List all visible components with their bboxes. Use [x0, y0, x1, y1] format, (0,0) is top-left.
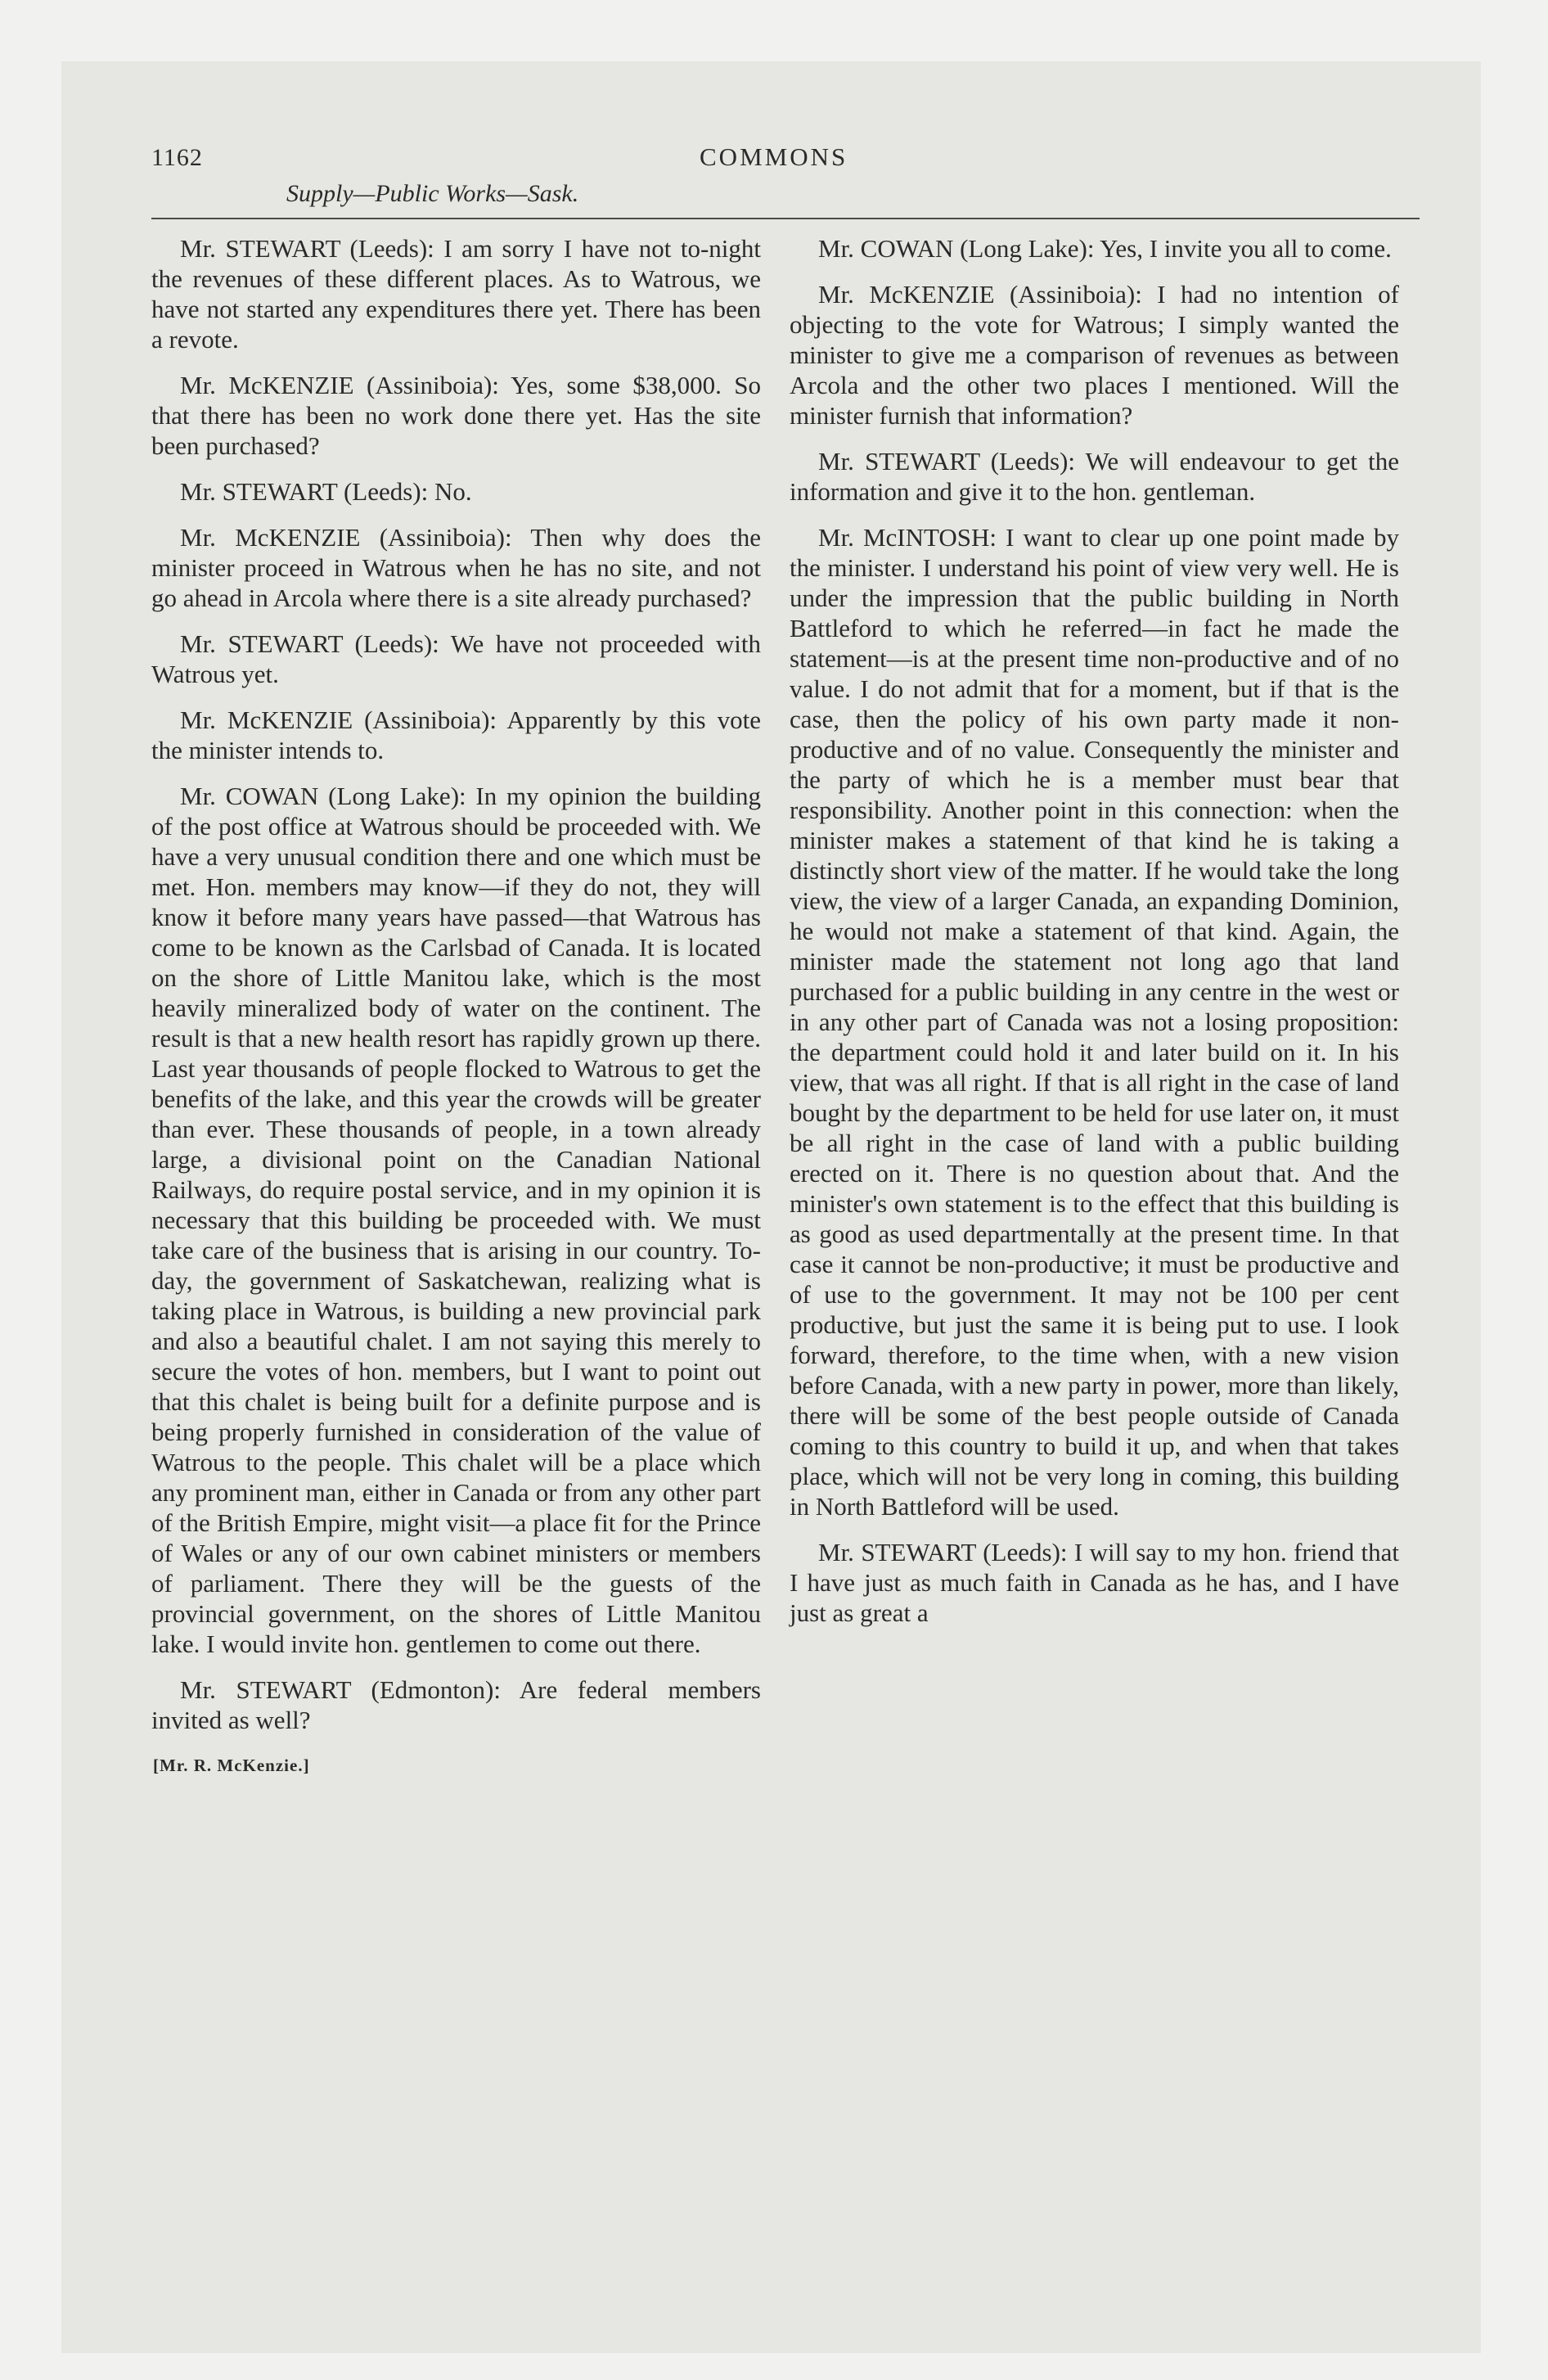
paragraph: Mr. STEWART (Leeds): I will say to my hon. friend that I have just as much faith in Canada as he has, and I have just as great a	[790, 1538, 1399, 1627]
page-number: 1162	[151, 144, 203, 171]
paragraph: Mr. STEWART (Leeds): We will endeavour to get the information and give it to the hon. gentleman.	[790, 447, 1399, 506]
header-rule	[151, 218, 1420, 219]
paragraph: Mr. McKENZIE (Assiniboia): Apparently by this vote the minister intends to.	[151, 705, 761, 764]
left-column	[151, 233, 761, 1781]
paragraph: Mr. STEWART (Leeds): We have not proceeded with Watrous yet.	[151, 629, 761, 688]
paragraph: Mr. COWAN (Long Lake): Yes, I invite you all to come.	[818, 234, 1392, 263]
running-title: COMMONS	[700, 142, 848, 171]
speaker-footer-ref: [Mr. R. McKenzie.]	[153, 1756, 310, 1775]
paragraph: Mr. McKENZIE (Assiniboia): Yes, some $38,000. So that there has been no work done there yet. Has the site been purchased?	[151, 371, 761, 460]
paragraph: Mr. STEWART (Leeds): I am sorry I have not to-night the revenues of these different places. As to Watrous, we have not started any expenditures there yet. There has been a revote.	[151, 234, 761, 354]
paragraph: Mr. COWAN (Long Lake): In my opinion the building of the post office at Watrous should be proceeded with. We have a very unusual condition there and one which must be met. Hon. members may know—if they do not, they will know it before many years have passed—that Watrous has come to be known as the Carlsbad of Canada. It is located on the shore of Little Manitou lake, which is the most heavily mineralized body of water on the continent. The result is that a new health resort has rapidly grown up there. Last year thousands of people flocked to Watrous to get the benefits of the lake, and this year the crowds will be greater than ever. These thousands of people, in a town already large, a divisional point on the Canadian National Railways, do require postal service, and in my opinion it is necessary that this building be proceeded with. We must take care of the business that is arising in our country. To-day, the government of Saskatchewan, realizing what is taking place in Watrous, is building a new provincial park and also a beautiful chalet. I am not saying this merely to secure the votes of hon. members, but I want to point out that this chalet is being built for a definite purpose and is being properly furnished in consideration of the value of Watrous to the people. This chalet will be a place which any prominent man, either in Canada or from any other part of the British Empire, might visit—a place fit for the Prince of Wales or any of our own cabinet ministers or members of parliament. There they will be the guests of the provincial government, on the shores of Little Manitou lake. I would invite hon. gentlemen to come out there.	[151, 782, 761, 1658]
section-title: Supply—Public Works—Sask.	[286, 180, 579, 207]
paragraph: Mr. McKENZIE (Assiniboia): I had no intention of objecting to the vote for Watrous; I simply wanted the minister to give me a comparison of revenues as between Arcola and the other two places I mentioned. Will the minister furnish that information?	[790, 280, 1399, 430]
page-header	[151, 139, 1420, 217]
paragraph: Mr. McINTOSH: I want to clear up one point made by the minister. I understand his point of view very well. He is under the impression that the public building in North Battleford to which he referred—in fact he made the statement—is at the present time non-productive and of no value. I do not admit that for a moment, but if that is the case, then the policy of his own party made it non-productive and of no value. Consequently the minister and the party of which he is a member must bear that responsibility. Another point in this connection: when the minister makes a statement of that kind he is taking a distinctly short view of the matter. If he would take the long view, the view of a larger Canada, an expanding Dominion, he would not make a statement of that kind. Again, the minister made the statement not long ago that land purchased for a public building in any centre in the west or in any other part of Canada was not a losing proposition: the department could hold it and later build on it. In his view, that was all right. If that is all right in the case of land bought by the department to be held for use later on, it must be all right in the case of land with a public building erected on it. There is no question about that. And the minister's own statement is to the effect that this building is as good as used departmentally at the present time. In that case it cannot be non-productive; it must be productive and of use to the government. It may not be 100 per cent productive, but just the same it is being put to use. I look forward, therefore, to the time when, with a new vision before Canada, with a new party in power, more than likely, there will be some of the best people outside of Canada coming to this country to build it up, and when that takes place, which will not be very long in coming, this building in North Battleford will be used.	[790, 523, 1399, 1521]
paragraph: Mr. STEWART (Edmonton): Are federal members invited as well?	[151, 1675, 761, 1734]
paragraph: Mr. McKENZIE (Assiniboia): Then why does the minister proceed in Watrous when he has no site, and not go ahead in Arcola where there is a site already purchased?	[151, 523, 761, 612]
paragraph: Mr. STEWART (Leeds): No.	[180, 477, 472, 506]
right-column	[790, 233, 1399, 1643]
